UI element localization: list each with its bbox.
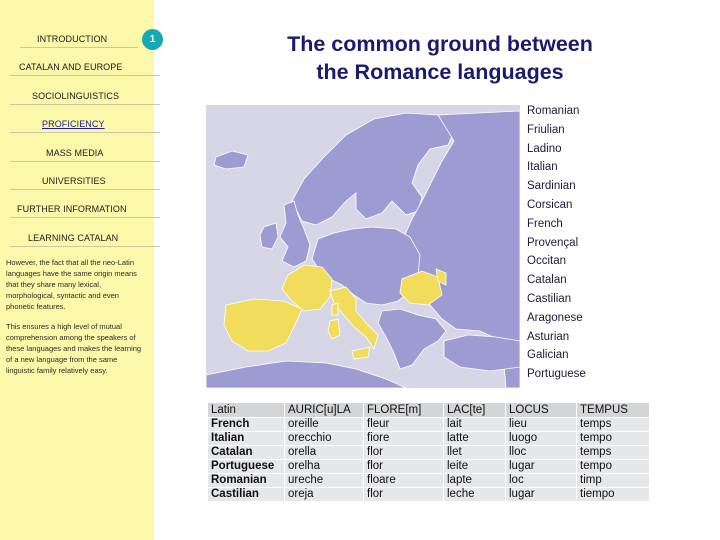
table-cell: leite	[444, 460, 506, 474]
table-cell: tiempo	[577, 488, 650, 502]
table-header-row	[208, 403, 650, 418]
table-cell: oreille	[285, 418, 364, 432]
nav-label: CATALAN AND EUROPE	[19, 62, 123, 72]
table-cell: flor	[364, 446, 444, 460]
title-line-1: The common ground between	[287, 32, 593, 56]
page-number-badge: 1	[142, 29, 163, 50]
table-cell: flor	[364, 488, 444, 502]
language-item: Portuguese	[527, 368, 586, 381]
language-item: Occitan	[527, 255, 566, 268]
language-item: Ladino	[527, 142, 562, 155]
nav-introduction[interactable]	[0, 32, 154, 48]
nav-divider	[20, 47, 138, 48]
sidebar	[0, 0, 154, 540]
table-header: AURIC[u]LA	[285, 403, 364, 418]
language-item: Castilian	[527, 292, 572, 305]
nav-divider	[10, 246, 160, 247]
map-corsica	[332, 303, 338, 315]
nav-label: MASS MEDIA	[46, 148, 104, 158]
table-cell: oreja	[285, 488, 364, 502]
language-item: Friulian	[527, 123, 565, 136]
table-header: Latin	[208, 403, 285, 418]
language-item: Romanian	[527, 105, 580, 117]
table-cell: lloc	[506, 446, 577, 460]
table-cell: lapte	[444, 474, 506, 488]
language-item: Catalan	[527, 274, 567, 287]
table-row	[208, 460, 650, 474]
table-cell-language: Romanian	[208, 474, 285, 488]
table-cell: lait	[444, 418, 506, 432]
language-item: Aragonese	[527, 311, 583, 324]
table-header: LAC[te]	[444, 403, 506, 418]
table-cell: leche	[444, 488, 506, 502]
table-cell-language: Italian	[208, 432, 285, 446]
language-item: Corsican	[527, 198, 573, 211]
table-cell-language: Catalan	[208, 446, 285, 460]
language-item: Galician	[527, 349, 569, 362]
table-cell: fleur	[364, 418, 444, 432]
table-cell: latte	[444, 432, 506, 446]
table-cell: temps	[577, 446, 650, 460]
language-item: Sardinian	[527, 180, 576, 193]
nav-proficiency[interactable]	[0, 117, 154, 133]
nav-mass-media[interactable]	[0, 146, 154, 162]
table-cell: ureche	[285, 474, 364, 488]
table-cell: orella	[285, 446, 364, 460]
nav-divider	[10, 161, 160, 162]
table-header: FLORE[m]	[364, 403, 444, 418]
table-cell: temps	[577, 418, 650, 432]
vocabulary-table	[207, 402, 650, 502]
nav-label: INTRODUCTION	[37, 34, 108, 44]
table-cell: tempo	[577, 460, 650, 474]
romance-language-list	[527, 102, 586, 384]
europe-map	[206, 105, 520, 388]
nav-divider	[10, 75, 160, 76]
table-row	[208, 432, 650, 446]
table-cell: lugar	[506, 460, 577, 474]
table-header: TEMPUS	[577, 403, 650, 418]
table-row	[208, 474, 650, 488]
slide-title	[262, 30, 618, 86]
nav-learning-catalan[interactable]	[0, 231, 154, 247]
table-cell: luogo	[506, 432, 577, 446]
table-header: LOCUS	[506, 403, 577, 418]
sidebar-paragraph-1: However, the fact that all the neo-Latin languages have the same origin means that they share many lexical, morphological, syntactic and even phonetic features.	[6, 258, 137, 311]
table-cell: orelha	[285, 460, 364, 474]
table-cell: flor	[364, 460, 444, 474]
title-line-2: the Romance languages	[316, 60, 564, 84]
sidebar-paragraph-2: This ensures a high level of mutual comprehension among the speakers of these languages and makes the learning of a new language from the same linguistic family relatively easy.	[6, 322, 142, 375]
table-row	[208, 446, 650, 460]
table-cell: llet	[444, 446, 506, 460]
nav-label: FURTHER INFORMATION	[17, 204, 127, 214]
nav-divider	[10, 132, 160, 133]
nav-label: PROFICIENCY	[42, 119, 105, 129]
table-cell: tempo	[577, 432, 650, 446]
nav-divider	[10, 189, 160, 190]
language-item: French	[527, 217, 563, 230]
table-cell-language: Castilian	[208, 488, 285, 502]
table-cell-language: French	[208, 418, 285, 432]
table-cell: timp	[577, 474, 650, 488]
table-cell: fiore	[364, 432, 444, 446]
nav-divider	[10, 104, 160, 105]
table-cell: lieu	[506, 418, 577, 432]
language-item: Asturian	[527, 330, 570, 343]
nav-universities[interactable]	[0, 174, 154, 190]
nav-further-information[interactable]	[0, 202, 154, 218]
language-item: Italian	[527, 161, 558, 174]
nav-label: LEARNING CATALAN	[28, 233, 119, 243]
nav-sociolinguistics[interactable]	[0, 89, 154, 105]
table-cell: orecchio	[285, 432, 364, 446]
nav-catalan-and-europe[interactable]	[0, 60, 154, 76]
nav-label: SOCIOLINGUISTICS	[32, 91, 120, 101]
table-cell: lugar	[506, 488, 577, 502]
nav-divider	[10, 217, 160, 218]
table-cell: floare	[364, 474, 444, 488]
language-item: Provençal	[527, 236, 579, 249]
table-cell-language: Portuguese	[208, 460, 285, 474]
table-cell: loc	[506, 474, 577, 488]
table-row	[208, 418, 650, 432]
table-row	[208, 488, 650, 502]
nav-label: UNIVERSITIES	[42, 176, 106, 186]
